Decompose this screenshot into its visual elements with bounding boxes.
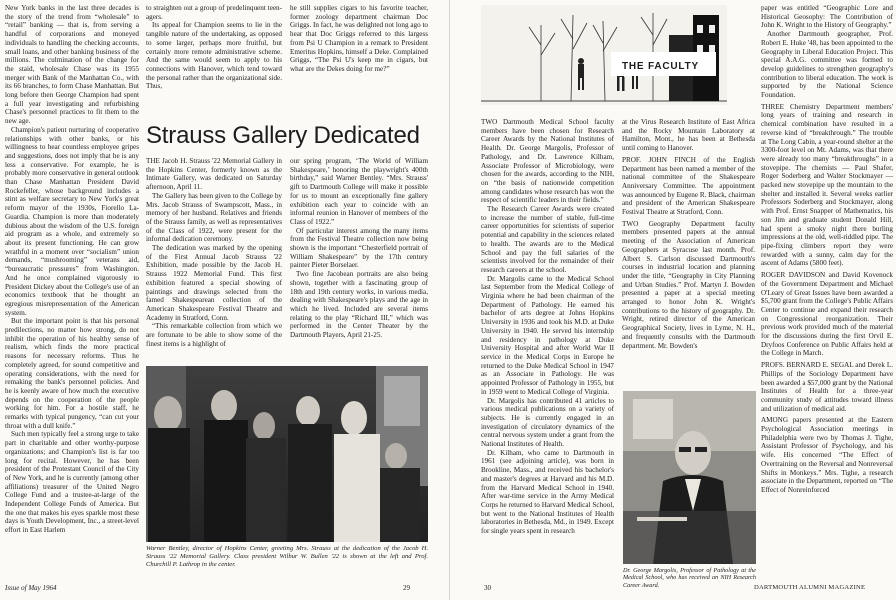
paragraph: AMONG papers presented at the Eastern Psychological Association meetings in Philadelphia were two by Thomas J. Tighe, Assistant Professor of Psychology, and his wife. His concerned “The Effect of Overtraining on the Reversal and Nonreversal Shifts in Monkeys.” Mrs. Tighe, a research associate in the Department, reported on “The Effect of Nonreinforced [761,416,893,494]
left-col-3-top [290,4,428,104]
paragraph: Champion's patient nurturing of cooperative relationships with other banks, or his willingness to hear countless employee gripes and suggestions, does not imply that he is any less a conservative. For example, he is probably more conservative in general outlook than Chase Manhattan President David Rockefeller, whose background includes a stint as welfare secretary to New York's great reform mayor of the 1930s, Fiorello La-Guardia. Champion is more than moderately dubious about the wisdom of the U.S. foreign aid program as a whole, and extremely so about its present functioning. He can grow wrathful in a moment over “socialism” union demands, “mushrooming” veterans aid, “bureaucratic pressures” from Washington. And he once complained vigorously to President Dickey about the College's use of an economics textbook that he thought an egregious misrepresentation of the American system. [5,125,139,317]
page-fold [449,0,450,600]
paragraph: Dr. Margolis has contributed 41 articles to various medical publications on a variety of subjects. He is currently engaged in an investigation of circulatory dynamics of the central nervous system under a grant from the National Institutes of Health. [481,396,614,449]
issue-date: Issue of May 1964 [5,584,57,592]
paragraph: Its appeal for Champion seems to lie in the tangible nature of the undertaking, as opposed to some larger, perhaps more fruitful, but certainly more remote administrative scheme. And the same would seem to apply to his connections with Hanover, which tend toward the personal rather than the organizational side. Thus, [146,21,282,91]
paragraph: The dedication was marked by the opening of the First Annual Jacob Strauss '22 Exhibition, made possible by the Jacob H. Strauss 1922 Memorial Fund. This first exhibition featured a special showing of paintings and drawings selected from the famed Shakespearean collection of the American Shakespeare Festival Theatre and Academy in Stratford, Conn. [146,244,282,322]
article-col-2 [290,157,428,362]
section-title: THE FACULTY [622,61,699,72]
paragraph: Dr. Margolis came to the Medical School last September from the Medical College of Virginia where he had been chairman of the Department of Pathology. He earned his bachelor of arts degree at Johns Hopkins University in 1936 and took his M.D. at Duke University in 1940. He served his internship and residency in pathology at Duke University Hospital and after World War II service in the Medical Corps in Europe he returned to the Duke Medical School in 1947 as an Associate in Pathology. He was appointed Professor of Pathology in 1955, but in 1959 went to Medical College of Virginia. [481,274,614,396]
paragraph: THE Jacob H. Strauss '22 Memorial Gallery in the Hopkins Center, formerly known as the Intimate Gallery, was dedicated on Saturday afternoon, April 11. [146,157,282,192]
margolis-photo-caption: Dr. George Margolis, Professor of Pathology at the Medical School, who has received an NIH Research Career Award. [623,567,756,589]
paragraph: to straighten out a group of predelinquent teen-agers. [146,4,282,21]
dedication-photo-caption: Warner Bentley, director of Hopkins Center, greeting Mrs. Strauss at the dedication of the Jacob H. Strauss '22 Memorial Gallery. Class president Wilbur W. Bullen '22 is shown at the left and Prof. Churchill P. Lathrop in the center. [146,545,428,568]
paragraph: paper was entitled “Geographic Lore and Historical Geosophy: The Contribution of John K. Wright to the History of Geography.” [761,4,893,30]
paragraph: “This remarkable collection from which we are fortunate to be able to show some of the finest items is a highlight of [146,322,282,348]
left-col-2-top [146,4,282,104]
paragraph: he still supplies cigars to his favorite teacher, former zoology department chairman Doc Griggs. In fact, he was delighted not long ago to hear that Doc Griggs referred to this largess from Psi U Champion in a remark to President Emeritus Hopkins, himself a Deke. Complained Griggs, “The Psi U's keep me in cigars, but what are the Dekes doing for me?” [290,4,428,73]
dedication-photo [146,366,428,542]
paragraph: THREE Chemistry Department members' long years of training and research in chemical combination have resulted in a reverse kind of “breakthrough.” The trouble at The Long Cabin, a year-round shelter at the 3300-foot level on Mt. Adams, was that there were already too many “breakthroughs” in a stovepipe. The chemists — Paul Shafer, Roger Soderberg and Walter Stockmayer — packed new stovepipe up the mountain to the shelter and installed it. Several weeks earlier Professors Soderberg and Stockmayer, along with Prof. Ernst Snapper of Mathematics, his son Jim and graduate student Donald Hill, had spent a smoky night there burling impressions at the old, well-riddled pipe. The pipe-fixing climbers report they were rewarded with a sunny, calm day for the ascent of Adams (5800 feet). [761,102,893,268]
paragraph: The Research Career Awards were created to increase the number of stable, full-time career opportunities for scientists of superior potential and capability in the sciences related to health. The awards are to the Medical School and pay the full salaries of the scientists involved for the remainder of their research careers at the school. [481,205,614,274]
faculty-col-2 [622,118,755,384]
paragraph: But the important point is that his personal predilections, no matter how strong, do not inhibit the operation of his healthy sense of realism, which finds the more practical reasons for necessary reforms. Thus he completely agreed, for sound competitive and operating considerations, with the need for remaking the bank's personnel policies. And he is keenly aware of how much the executive depends on the cooperation of the people working for him. For a hostile staff, he remarks with typical pungency, “can cut your throat with a dull knife.” [5,317,139,430]
paragraph: Dr. Kilham, who came to Dartmouth in 1961 (see adjoining article), was born in Brookline, Mass., and received his bachelor's and master's degrees at Harvard and his M.D. from the Harvard Medical School in 1940. After war-time service in the Army Medical Corps he returned to Harvard Medical School, but went to the National Institutes of Health laboratories in Bethesda, Md., in 1949. Except for single years spent in research [481,448,614,536]
paragraph: The Gallery has been given to the College by Mrs. Jacob Strauss of Swampscott, Mass., in memory of her husband. Relatives and friends of the Strauss family, as well as representatives of the Class of 1922, were present for the informal dedication ceremony. [146,191,282,244]
paragraph: Two fine Jacobean portraits are also being shown, together with a fascinating group of 18th and 19th century works, in various media, dealing with Shakespeare's plays and the age in which he lived. Included are several items relating to the play “Richard III,” which was performed in the Center Theater by the Dartmouth Players, April 21-25. [290,270,428,340]
paragraph: Another Dartmouth geographer, Prof. Robert E. Huke '48, has been appointed to the Geography in Liberal Education Project. This special A.A.G. committee was formed to develop guidelines to strengthen geography's contribution to liberal education. The work is supported by the National Science Foundation. [761,30,893,100]
page-number-right: 30 [484,584,491,592]
paragraph: our spring program, ‘The World of William Shakespeare,’ honoring the playwright's 400th birthday,” said Warner Bentley. “Mrs. Strauss' gift to Dartmouth College will make it possible for us to mount an exceptionally fine gallery exhibition each year to coincide with an informal reunion in Hanover of members of the Class of 1922.” [290,157,428,226]
paragraph: Of particular interest among the many items from the Festival Theatre collection now being shown is the important “Chesterfield portrait of William Shakespeare” by the 17th century painter Pieter Borselaer. [290,226,428,270]
magazine-name: DARTMOUTH ALUMNI MAGAZINE [754,584,866,591]
margolis-photo [623,391,756,564]
paragraph: ROGER DAVIDSON and David Kovenock of the Government Department and Michael O'Leary of Great Issues have been awarded a $5,700 grant from the College's Public Affairs Center to continue and expand their research on Congressional reorganization. Their previous work provided much of the material for the discussions during the first Orvil E. Dryfoos Conference on Public Affairs held at the College in March. [761,271,893,358]
paragraph: TWO Dartmouth Medical School faculty members have been chosen for Research Career Awards by the National Institutes of Health. Dr. George Margolis, Professor of Pathology, and Dr. Lawrence Kilham, Associate Professor of Microbiology, were chosen for the awards, according to the NIH, on “the basis of nationwide competition among candidates whose research has won the respect of scientific leaders in their fields.” [481,118,614,205]
faculty-col-1 [481,118,614,582]
article-col-1 [146,157,282,362]
paragraph: Such men typically feel a strong urge to take part in charitable and other worthy-purpose organizations; and Champion's list is far too long for recital. However, he has been president of the Protestant Council of the City of New York, and he is currently (among other affiliations) treasurer of the United Negro College Fund and a trustee-at-large of the Independent College Funds of America. But the one that makes his eyes sparkle most these days is Youth Development, Inc., a street-level effort in East Harlem [5,430,139,535]
left-col-1 [5,4,139,582]
paragraph: PROF. JOHN FINCH of the English Department has been named a member of the national committee of the Shakespeare Anniversary Committee. The appointment was announced by Eugene R. Black, chairman and president of the American Shakespeare Festival Theatre at Stratford, Conn. [622,155,755,217]
page-number-left: 29 [403,584,410,592]
article-title: Strauss Gallery Dedicated [146,122,420,149]
paragraph: TWO Geography Department faculty members presented papers at the annual meeting of the Association of American Geographers at Syracuse last month. Prof. Albert S. Carlson discussed Dartmouth's courses in industrial location and planning under the title, “Geography in City Planning and Urban Studies.” Prof. Martyn J. Bowden presented a paper at a special meeting arranged to honor John K. Wright's contributions to the history of geography. Dr. Wright, retired director of the American Geographical Society, lives in Lyme, N. H., and frequently consults with the Dartmouth department. Mr. Bowden's [622,219,755,350]
paragraph: at the Virus Research Institute of East Africa and the Rocky Mountain Laboratory at Hamilton, Mont., he has been at Bethesda until coming to Hanover. [622,118,755,153]
paragraph: New York banks in the last three decades is the story of the trend from “wholesale” to “retail” banking — that is, from serving a handful of corporations and moneyed individuals to handling the checking accounts, small loans, and other banking business of the millions. The culmination of the change for the staid, wholesale Chase was its 1955 merger with Bank of the Manhattan Co., with its 66 branches, to form Chase Manhattan. But long before then George Champion had spent a full year investigating and refurbishing Chase's personnel practices to fit them to the new age. [5,4,139,126]
faculty-col-3 [761,4,893,582]
paragraph: PROFS. BERNARD E. SEGAL and Derek L. Phillips of the Sociology Department have been awarded a $57,000 grant by the National Institutes of Health for a three-year community study of attitudes toward illness and utilization of medical aid. [761,361,893,413]
